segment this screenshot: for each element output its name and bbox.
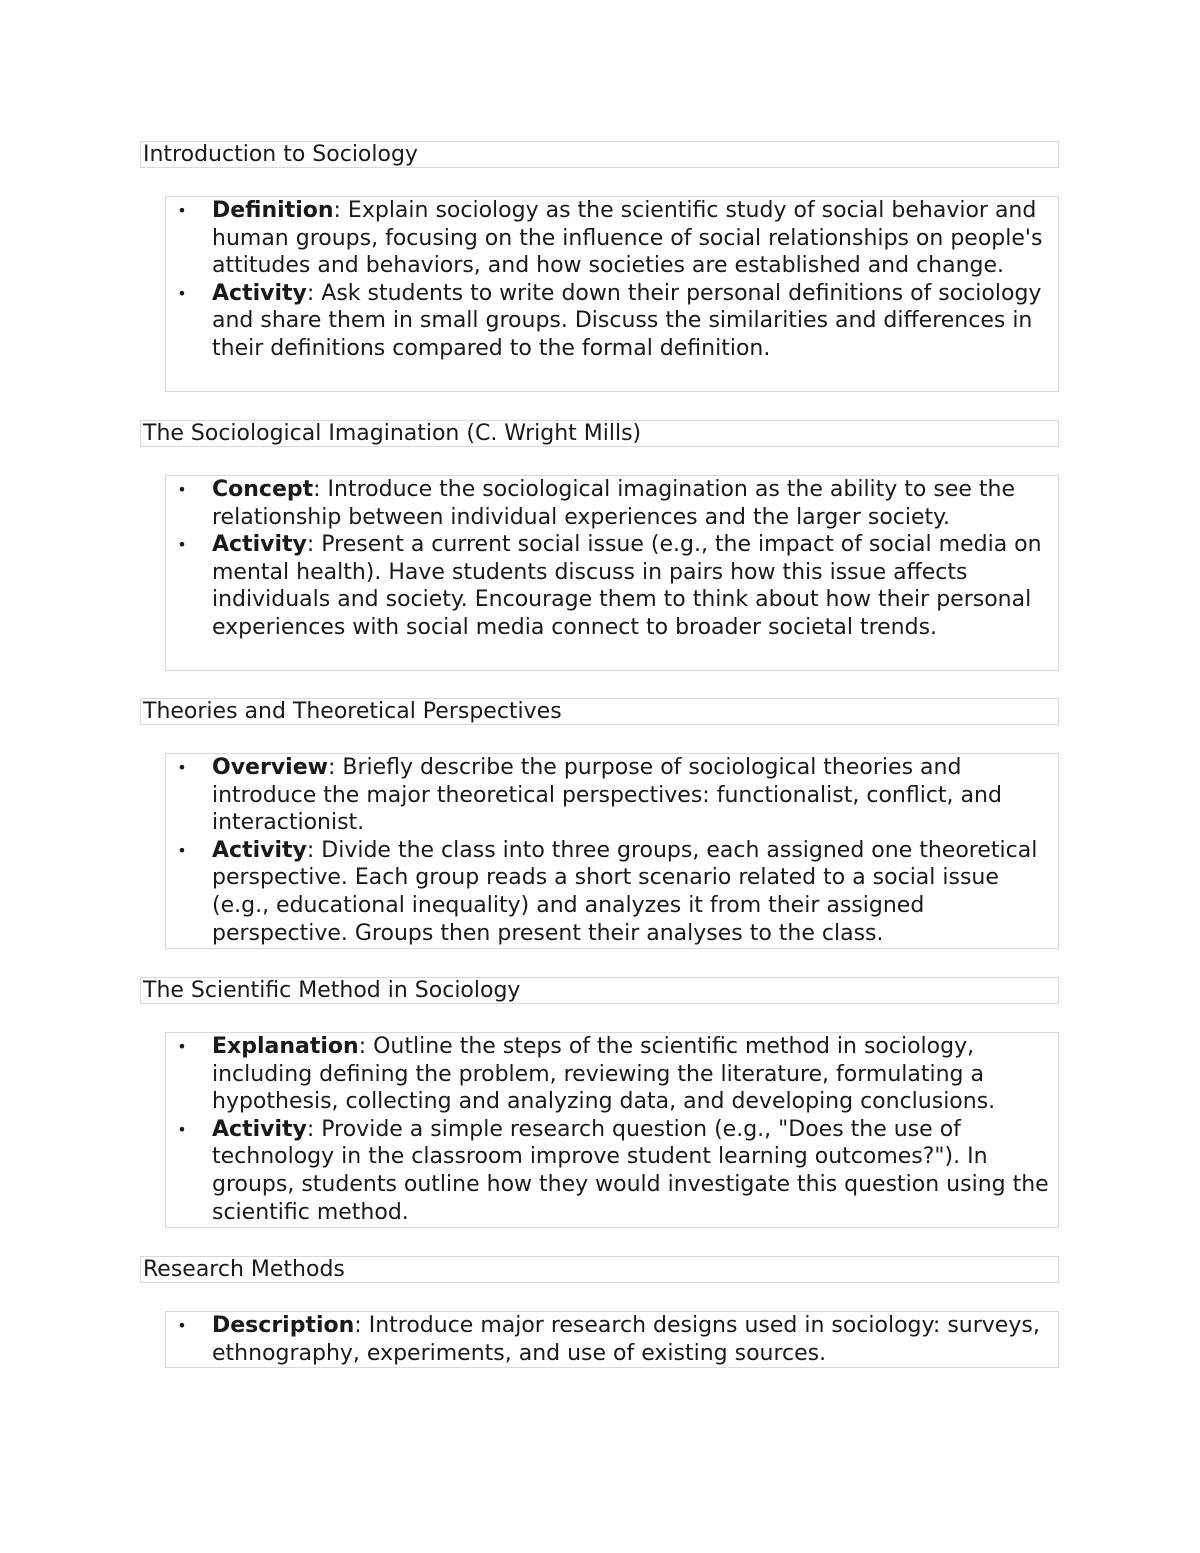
list-item xyxy=(166,476,1058,531)
item-term: Explanation xyxy=(212,1034,359,1059)
bullet-icon: • xyxy=(177,1037,187,1056)
bullet-icon: • xyxy=(177,758,187,777)
item-text: : Divide the class into three groups, each assigned one theoretical perspective. Each group reads a short scenario related to a social issue (e.g., educational inequality) and analyzes it from their assigned perspective. Groups then present their analyses to the class. xyxy=(212,837,1038,946)
item-text: : Provide a simple research question (e.g., "Does the use of technology in the classroom improve student learning outcomes?"). In groups, students outline how they would investigate this question using the scientific method. xyxy=(212,1116,1049,1225)
bullet-icon: • xyxy=(177,480,187,499)
section-heading: The Sociological Imagination (C. Wright Mills) xyxy=(140,420,1059,447)
section-heading: The Scientific Method in Sociology xyxy=(140,977,1059,1004)
list-item xyxy=(166,1116,1058,1226)
item-text: : Present a current social issue (e.g., the impact of social media on mental health). Have students discuss in pairs how this issue affects individuals and society. Encourage them to think about how their personal experiences with social media connect to broader societal trends. xyxy=(212,532,1042,640)
section-heading: Research Methods xyxy=(140,1256,1059,1283)
bullet-icon: • xyxy=(177,840,187,860)
item-term: Activity xyxy=(212,532,307,558)
section-heading: Introduction to Sociology xyxy=(140,141,1059,168)
bullet-icon: • xyxy=(177,201,187,220)
bullet-icon: • xyxy=(177,1316,187,1335)
item-text: : Outline the steps of the scientific method in sociology, including defining the problem, reviewing the literature, formulating a hypothesis, collecting and analyzing data, and developing conclusions. xyxy=(212,1034,996,1115)
bullet-icon: • xyxy=(177,283,187,303)
item-term: Activity xyxy=(212,1116,307,1142)
item-text: : Briefly describe the purpose of sociological theories and introduce the major theoretical perspectives: functionalist, conflict, and interactionist. xyxy=(212,755,1002,836)
section-list xyxy=(165,753,1059,949)
list-item xyxy=(166,1033,1058,1116)
item-term: Description xyxy=(212,1313,355,1338)
item-text: : Introduce the sociological imagination as the ability to see the relationship between individual experiences and the larger society. xyxy=(212,477,1016,530)
item-text: : Introduce major research designs used in sociology: surveys, ethnography, experiments, and use of existing sources. xyxy=(212,1313,1040,1366)
section-list xyxy=(165,1032,1059,1228)
item-term: Activity xyxy=(212,280,307,306)
item-term: Overview xyxy=(212,755,328,780)
section-heading: Theories and Theoretical Perspectives xyxy=(140,698,1059,725)
list-item xyxy=(166,754,1058,837)
section-list xyxy=(165,475,1059,671)
bullet-icon: • xyxy=(177,1119,187,1139)
list-item xyxy=(166,837,1058,947)
list-item xyxy=(166,531,1058,641)
section-list xyxy=(165,1311,1059,1368)
section-list xyxy=(165,196,1059,392)
item-text: : Explain sociology as the scientific study of social behavior and human groups, focusing on the influence of social relationships on people's attitudes and behaviors, and how societies are established and change. xyxy=(212,198,1043,279)
list-item xyxy=(166,280,1058,363)
item-text: : Ask students to write down their personal definitions of sociology and share them in small groups. Discuss the similarities and differences in their definitions compared to the formal definition. xyxy=(212,280,1042,361)
list-item xyxy=(166,1312,1058,1367)
list-item xyxy=(166,197,1058,280)
item-term: Concept xyxy=(212,477,314,502)
bullet-icon: • xyxy=(177,535,187,555)
item-term: Definition xyxy=(212,198,334,223)
item-term: Activity xyxy=(212,837,307,863)
